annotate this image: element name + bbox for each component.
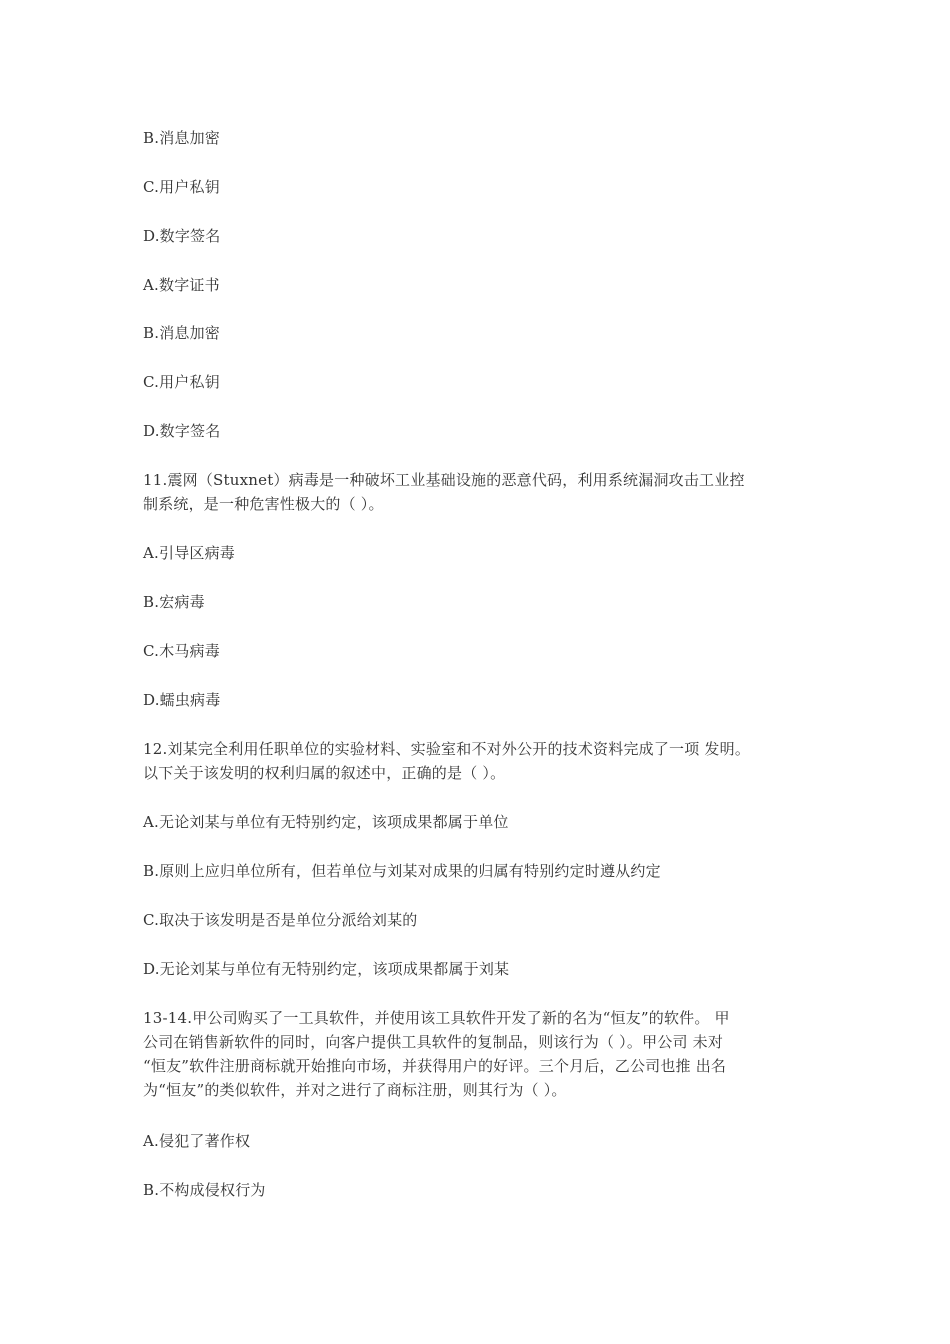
question-11-line-2: 制系统，是一种危害性极大的（ ）。 xyxy=(143,495,384,513)
question-11 xyxy=(143,468,811,516)
q12-option-b: B.原则上应归单位所有，但若单位与刘某对成果的归属有特别约定时遵从约定 xyxy=(143,862,661,880)
q12-option-a: A.无论刘某与单位有无特别约定，该项成果都属于单位 xyxy=(143,813,509,831)
q11-option-d: D.蠕虫病毒 xyxy=(143,691,221,709)
question-13-line-3: “恒友”软件注册商标就开始推向市场，并获得用户的好评。三个月后，乙公司也推 出名 xyxy=(143,1057,727,1075)
question-12 xyxy=(143,737,811,785)
q11-option-a: A.引导区病毒 xyxy=(143,544,236,562)
question-13-14 xyxy=(143,1006,811,1102)
q13-option-b: B.不构成侵权行为 xyxy=(143,1181,266,1199)
option-line: C.用户私钥 xyxy=(143,178,220,196)
q11-option-c: C.木马病毒 xyxy=(143,642,220,660)
option-line: B.消息加密 xyxy=(143,324,220,342)
option-line: A.数字证书 xyxy=(143,276,220,294)
question-12-line-1: 12.刘某完全利用任职单位的实验材料、实验室和不对外公开的技术资料完成了一项 发明。 xyxy=(143,740,751,758)
option-line: B.消息加密 xyxy=(143,129,220,147)
question-12-line-2: 以下关于该发明的权利归属的叙述中，正确的是（ ）。 xyxy=(143,764,506,782)
option-line: C.用户私钥 xyxy=(143,373,220,391)
q12-option-c: C.取决于该发明是否是单位分派给刘某的 xyxy=(143,911,418,929)
question-13-line-2: 公司在销售新软件的同时，向客户提供工具软件的复制品，则该行为（ ）。甲公司 未对 xyxy=(143,1033,724,1051)
q13-option-a: A.侵犯了著作权 xyxy=(143,1132,251,1150)
option-line: D.数字签名 xyxy=(143,422,221,440)
question-11-line-1: 11.震网（Stuxnet）病毒是一种破坏工业基础设施的恶意代码，利用系统漏洞攻击工业控 xyxy=(143,471,745,489)
q12-option-d: D.无论刘某与单位有无特别约定，该项成果都属于刘某 xyxy=(143,960,510,978)
question-13-line-4: 为“恒友”的类似软件，并对之进行了商标注册，则其行为（ ）。 xyxy=(143,1081,567,1099)
question-13-line-1: 13-14.甲公司购买了一工具软件，并使用该工具软件开发了新的名为“恒友”的软件。 甲 xyxy=(143,1009,730,1027)
q11-option-b: B.宏病毒 xyxy=(143,593,205,611)
option-line: D.数字签名 xyxy=(143,227,221,245)
